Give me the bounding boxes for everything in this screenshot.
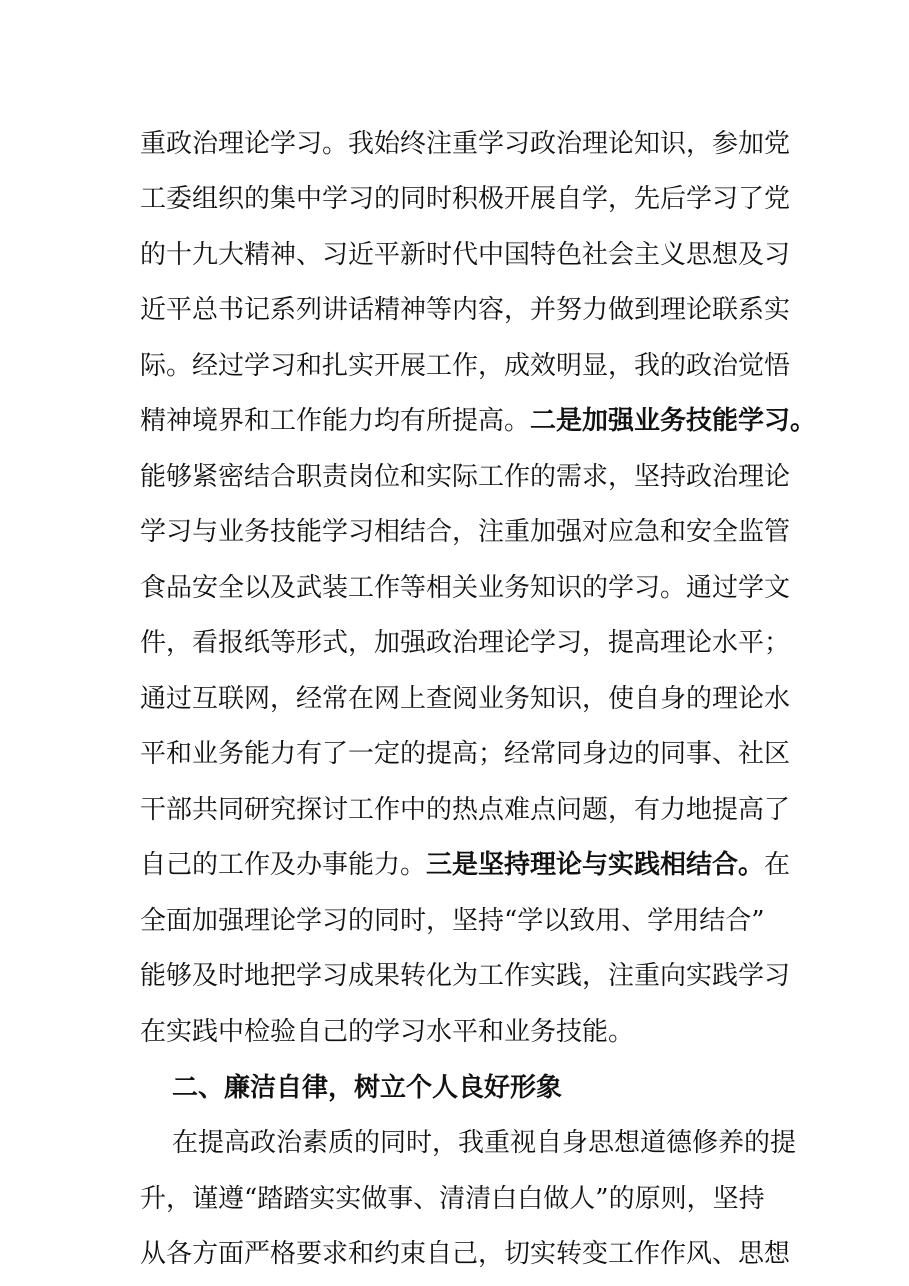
text-line	[140, 904, 765, 938]
text-line	[140, 959, 790, 993]
text-line	[140, 682, 790, 716]
text-run: 能够及时地把学习成果转化为工作实践，注重向实践学习	[140, 961, 791, 991]
text-run: 在实践中检验自己的学习水平和业务技能。	[140, 1017, 635, 1047]
text-run: 全面加强理论学习的同时，坚持“学以致用、学用结合”	[140, 906, 765, 936]
text-run: 通过互联网，经常在网上查阅业务知识，使自身的理论水	[140, 684, 791, 714]
text-run: 近平总书记系列讲话精神等内容，并努力做到理论联系实	[140, 295, 791, 325]
text-run: 干部共同研究探讨工作中的热点难点问题，有力地提高了	[140, 795, 791, 825]
bold-subheading: 三是坚持理论与实践相结合。	[426, 850, 765, 880]
text-run: 食品安全以及武装工作等相关业务知识的学习。通过学文	[140, 573, 791, 603]
text-line: 从各方面严格要求和约束自己，切实转变工作作风、思想	[140, 1239, 791, 1269]
text-line	[140, 626, 790, 660]
text-line	[140, 349, 790, 383]
section-heading: 二、廉洁自律，树立个人良好形象	[172, 1073, 563, 1103]
text-run: 重政治理论学习。我始终注重学习政治理论知识，参加党	[140, 129, 791, 159]
text-line	[140, 515, 790, 549]
text-run: 在	[764, 850, 791, 880]
text-run: 工委组织的集中学习的同时积极开展自学，先后学习了党	[140, 184, 791, 214]
text-run: 平和业务能力有了一定的提高；经常同身边的同事、社区	[140, 739, 791, 769]
text-line	[140, 460, 790, 494]
text-line	[140, 848, 790, 882]
bold-subheading: 二是加强业务技能学习。	[530, 406, 817, 436]
text-run: 自己的工作及办事能力。	[140, 850, 427, 880]
text-line	[140, 293, 790, 327]
text-line: 在提高政治素质的同时，我重视自身思想道德修养的提	[172, 1128, 797, 1158]
text-run: 能够紧密结合职责岗位和实际工作的需求，坚持政治理论	[140, 462, 791, 492]
text-line: 升，谨遵“踏踏实实做事、清清白白做人”的原则，坚持	[140, 1184, 765, 1214]
text-line	[140, 127, 790, 161]
text-run: 的十九大精神、习近平新时代中国特色社会主义思想及习	[140, 240, 791, 270]
text-line	[140, 793, 790, 827]
text-line	[140, 238, 790, 272]
text-run: 精神境界和工作能力均有所提高。	[140, 406, 531, 436]
text-line	[140, 737, 790, 771]
text-run: 学习与业务技能学习相结合，注重加强对应急和安全监管	[140, 517, 791, 547]
text-line	[140, 404, 816, 438]
text-run: 际。经过学习和扎实开展工作，成效明显，我的政治觉悟	[140, 351, 791, 381]
text-line	[140, 1015, 634, 1049]
text-line	[140, 571, 790, 605]
text-line	[140, 182, 790, 216]
text-run: 件，看报纸等形式，加强政治理论学习，提高理论水平；	[140, 628, 791, 658]
